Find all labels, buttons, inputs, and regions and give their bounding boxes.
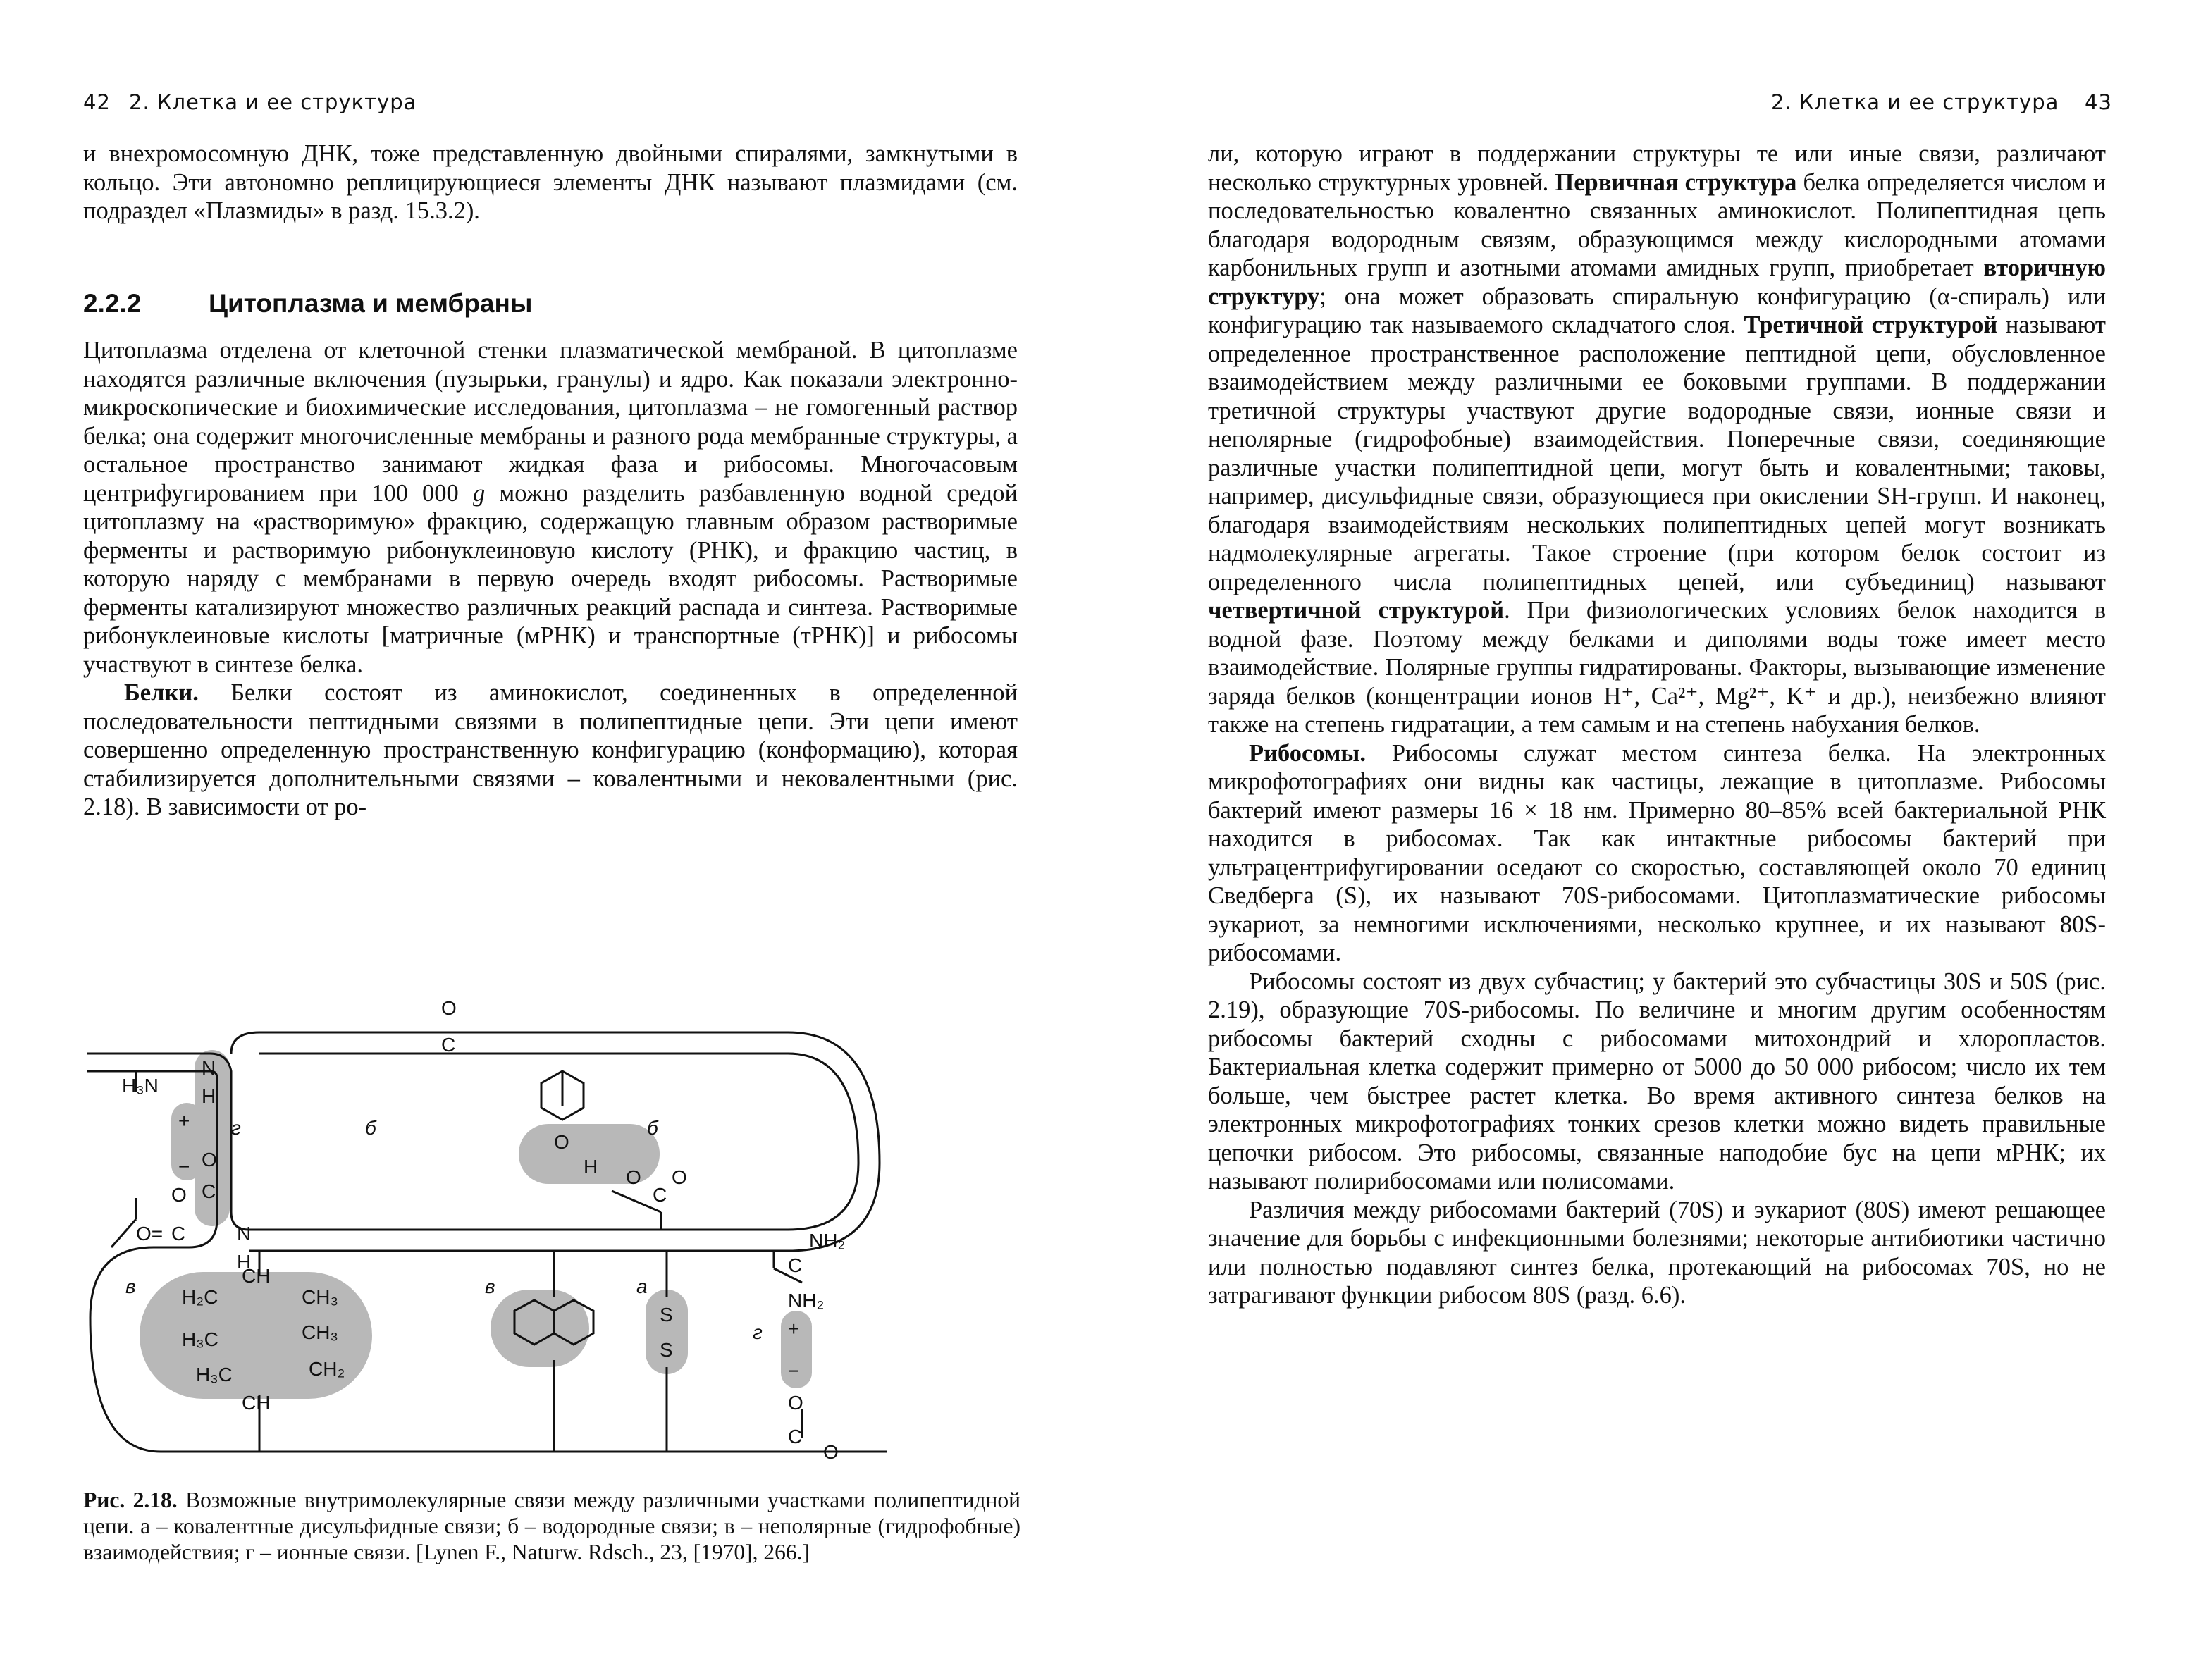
label-c-carb: C — [653, 1184, 667, 1206]
label-n-low: N — [237, 1223, 252, 1244]
page-number-right: 43 — [2085, 90, 2112, 114]
structure-text-f: . При физиологических условиях белок находится в водной фазе. Поэтому между белками и диполями воды тоже имеет место взаимодействие. Полярные группы гидратированы. Факторы, вызывающие изменение заряда белков (концентрации ионов H⁺, Ca²⁺, Mg²⁺, K⁺ и др.), неизбежно влияют также на степень гидратации, а тем самым и на степень набухания белков. — [1208, 597, 2106, 738]
label-a: а — [636, 1276, 648, 1297]
label-h-peptide: H — [202, 1085, 216, 1107]
label-plus: + — [178, 1110, 190, 1132]
label-c-carb3: C — [788, 1426, 803, 1447]
section-number: 2.2.2 — [83, 289, 142, 318]
running-head-left: 2. Клетка и ее структура — [129, 90, 417, 114]
figure-caption — [83, 1487, 1020, 1565]
caption-text: Возможные внутримолекулярные связи между различными участками полипептидной цепи. а – ковалентные дисульфидные связи; б – водородные связи; в – неполярные (гидрофобные) взаимодействия; г – ионные связи. [Lynen F., Naturw. Rdsch., 23, [1970], 266.] — [83, 1488, 1021, 1564]
label-c-left: C — [171, 1223, 186, 1244]
label-plus2: + — [788, 1318, 800, 1340]
label-c-top: C — [441, 1034, 456, 1056]
paragraph-proteins — [83, 679, 1018, 822]
label-g-ionic: г — [231, 1117, 241, 1139]
label-ch2: CH₂ — [309, 1358, 345, 1380]
label-o-carb3: O — [788, 1392, 803, 1414]
label-s2: S — [660, 1339, 673, 1361]
running-head-right: 2. Клетка и ее структура — [1771, 90, 2059, 114]
right-page — [1094, 0, 2189, 1680]
label-o-left2: O= — [136, 1223, 164, 1244]
label-o-carb2: O — [672, 1166, 687, 1188]
page-number-left: 42 — [83, 90, 111, 114]
section-title: Цитоплазма и мембраны — [209, 289, 533, 318]
label-o-carb4: O — [823, 1441, 839, 1463]
label-h2c: H₂C — [182, 1286, 218, 1308]
label-ch3-b: CH₃ — [302, 1321, 338, 1343]
label-minus: − — [178, 1156, 190, 1178]
proteins-lead: Белки. — [124, 679, 199, 706]
paragraph-antibiotics: Различия между рибосомами бактерий (70S) и эукариот (80S) имеют решающее значение для борьбы с инфекционными болезнями; некоторые антибиотики частично или полностью подавляют синтез белка, протекающий на рибосомах 70S, но не затрагивают функции рибосом 80S (разд. 6.6). — [1208, 1196, 2106, 1309]
g-unit: g — [472, 479, 486, 507]
label-n-peptide: N — [202, 1057, 216, 1079]
term-primary-structure: Первичная структура — [1555, 168, 1797, 196]
label-s1: S — [660, 1304, 673, 1326]
body-text-left — [83, 336, 1018, 822]
label-v-left: в — [125, 1276, 136, 1297]
label-c-guan: C — [788, 1254, 803, 1276]
paragraph-plasmids — [83, 140, 1018, 226]
paragraph-plasmids-text: и внехромосомную ДНК, тоже представленную двойными спиралями, замкнутыми в кольцо. Эти автономно реплицирующиеся элементы ДНК называют плазмидами (см. подраздел «Плазмиды» в разд. 15.3.2). — [83, 140, 1018, 224]
figure-2-18 — [83, 987, 887, 1480]
label-ch-top: CH — [242, 1265, 271, 1287]
shade-disulfide — [646, 1290, 688, 1374]
label-nh2-top: NH₂ — [809, 1230, 846, 1252]
body-text-right — [1208, 140, 2106, 1310]
label-o-phenol: O — [554, 1131, 569, 1153]
label-b-left: б — [365, 1117, 376, 1139]
structure-text-e: называют определенное пространственное расположение пептидной цепи, обусловленное взаимодействием между различными ее боковыми группами. В поддержании третичной структуры участвуют другие водородные связи, ионные связи и неполярные (гидрофобные) взаимодействия. Поперечные связи, соединяющие различные участки полипептидной цепи, могут быть и ковалентными; таковы, например, дисульфидные связи, образующиеся при окислении SH-групп. И наконец, благодаря взаимодействиям нескольких полипептидных цепей могут возникать надмолекулярные агрегаты. Такое строение (при котором белок состоит из определенного числа полипептидных цепей, или субъединиц) называют — [1208, 311, 2106, 595]
term-quaternary-structure: четвертичной структурой — [1208, 597, 1505, 624]
label-v-mid: в — [485, 1276, 495, 1297]
ribosomes-text: Рибосомы служат местом синтеза белка. На электронных микрофотографиях они видны как частицы, лежащие в цитоплазме. Рибосомы бактерий имеют размеры 16 × 18 нм. Примерно 80–85% всей бактериальной РНК находится в рибосомах. Так как интактные рибосомы бактерий при ультрацентрифугировании оседают со скоростью, составляющей около 70 единиц Сведберга (S), их называют 70S-рибосомами. Цитоплазматические рибосомы эукариот, за немногими исключениями, несколько крупнее, и их называют 80S-рибосомами. — [1208, 739, 2106, 966]
label-h-bond: H — [584, 1156, 598, 1178]
structure-text-d: ; она может образовать спиральную конфигурацию (α-спираль) или конфигурацию так называемого складчатого слоя. — [1208, 283, 2106, 338]
cytoplasm-text-b: можно разделить разбавленную водной средой цитоплазму на «растворимую» фракцию, содержащую главным образом растворимые ферменты и растворимую рибонуклеиновую кислоту (РНК), и фракцию частиц, в которую наряду с мембранами в первую очередь входят рибосомы. Растворимые ферменты катализируют множество различных реакций распада и синтеза. Растворимые рибонуклеиновые кислоты [матричные (мРНК) и транспортные (тРНК)] и рибосомы участвуют в синтезе белка. — [83, 479, 1018, 678]
structure-text-c: белка определяется числом и последовательностью ковалентно связанных аминокислот. Полипептидная цепь благодаря водородным связям, образующимся между кислородными атомами карбонильных групп и азотными атомами амидных групп, приобретает — [1208, 168, 2106, 281]
label-ch-bot: CH — [242, 1392, 271, 1414]
cytoplasm-text-a: Цитоплазма отделена от клеточной стенки плазматической мембраной. В цитоплазме находятся различные включения (пузырьки, гранулы) и ядро. Как показали электронно-микроскопические и биохимические исследования, цитоплазма – не гомогенный раствор белка; она содержит многочисленные мембраны и разного рода мембранные структуры, а остальное пространство занимают жидкая фаза и рибосомы. Многочасовым центрифугированием при 100 000 — [83, 337, 1018, 507]
label-h-low: H — [237, 1251, 252, 1273]
label-g-ionic2: г — [753, 1321, 763, 1343]
paragraph-ribosomes — [1208, 739, 2106, 968]
label-ch3-a: CH₃ — [302, 1286, 338, 1308]
proteins-text: Белки состоят из аминокислот, соединенных в определенной последовательности пептидными связями в полипептидные цепи. Эти цепи имеют совершенно определенную пространственную конфигурацию (конформацию), которая стабилизируется дополнительными связями – ковалентными и нековалентными (рис. 2.18). В зависимости от ро- — [83, 679, 1018, 820]
paragraph-cytoplasm — [83, 336, 1018, 679]
label-o-left: O — [171, 1184, 187, 1206]
label-h3c: H₃C — [182, 1328, 218, 1350]
label-b-right: б — [647, 1117, 658, 1139]
label-o-carb: O — [626, 1166, 641, 1188]
caption-lead: Рис. 2.18. — [83, 1488, 178, 1512]
paragraph-subunits: Рибосомы состоят из двух субчастиц; у бактерий это субчастицы 30S и 50S (рис. 2.19), образующие 70S-рибосомы. По величине и многим другим особенностям рибосомы бактерий сходны с рибосомами митохондрий и хлоропластов. Бактериальная клетка содержит примерно от 5000 до 50 000 рибосом; число их тем больше, чем быстрее растет клетка. Во время активного синтеза белков на электронных микрофотографиях тонких срезов клетки можно видеть правильные цепочки рибосом. Это рибосомы, связанные наподобие бус на цепи мРНК; их называют полирибосомами или полисомами. — [1208, 968, 2106, 1194]
term-secondary-structure: вторичную структуру — [1208, 254, 2106, 310]
paragraph-structure-levels — [1208, 140, 2106, 739]
label-h3c2: H₃C — [196, 1364, 233, 1385]
label-c-mid: C — [202, 1180, 216, 1202]
left-page — [0, 0, 1094, 1680]
ribosomes-lead: Рибосомы. — [1249, 739, 1366, 767]
label-minus2: − — [788, 1360, 800, 1382]
label-o-mid: O — [202, 1149, 217, 1171]
label-o-top: O — [441, 997, 457, 1019]
term-tertiary-structure: Третичной структурой — [1744, 311, 1998, 338]
label-nh2-low: NH₂ — [788, 1290, 825, 1311]
structure-text-a: ли, которую играют в поддержании структуры те или иные связи, различают несколько структурных уровней. — [1208, 140, 2106, 196]
label-h3n: H₃N — [122, 1075, 159, 1097]
